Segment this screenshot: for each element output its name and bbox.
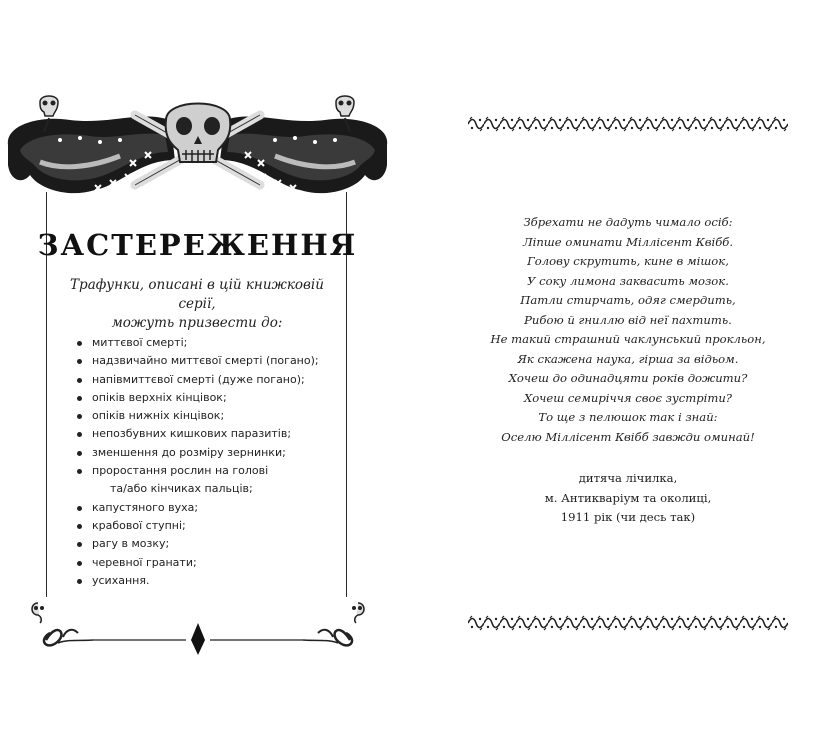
list-item: усихання. (76, 572, 346, 590)
warning-title: ЗАСТЕРЕЖЕННЯ (37, 228, 358, 262)
list-item: опіків верхніх кінцівок; (76, 389, 346, 407)
list-item-continuation: та/або кінчиках пальців; (110, 482, 253, 496)
poem-attribution (468, 469, 788, 528)
poem-line: Збрехати не дадуть чимало осіб: (523, 215, 733, 229)
poem-line: Оселю Міллісент Квібб завжди оминай! (501, 429, 755, 444)
poem-line: Хочеш семиріччя своє зустріти? (523, 390, 733, 405)
top-decorative-border-icon (468, 116, 788, 132)
list-item: капустяного вуха; (76, 499, 346, 517)
skull-crossbones-banner-icon (0, 90, 395, 215)
list-item: напівмиттєвої смерті (дуже погано); (76, 371, 346, 389)
poem-line: Ліпше оминати Міллісент Квібб. (522, 234, 734, 249)
poem-line: Хочеш до одинадцяти років дожити? (508, 371, 748, 385)
hazard-list (76, 334, 346, 590)
poem-line: У соку лимона заквасить мозок. (527, 273, 729, 288)
list-item: рагу в мозку; (76, 535, 346, 553)
list-item: зменшення до розміру зернинки; (76, 444, 346, 462)
poem-line: Патли стирчать, одяг смердить, (520, 293, 736, 307)
poem-line: Рибою й гниллю від неї пахтить. (524, 312, 732, 327)
attribution-line: дитяча лічилка, (578, 471, 678, 485)
warning-intro (50, 276, 344, 333)
poem-line: Не такий страшний чаклунський прокльон, (490, 332, 766, 346)
list-item: опіків нижніх кінцівок; (76, 407, 346, 425)
attribution-line: м. Антикваріум та околиці, (544, 490, 712, 505)
bottom-decorative-border-icon (468, 615, 788, 631)
list-item: черевної гранати; (76, 554, 346, 572)
intro-line-1: Трафунки, описані в цій книжковій серії, (70, 277, 324, 312)
bottom-skull-ornament-icon (28, 595, 368, 655)
list-item: надзвичайно миттєвої смерті (погано); (76, 352, 346, 370)
list-item: миттєвої смерті; (76, 334, 346, 352)
right-page (410, 0, 817, 745)
list-item: непозбувних кишкових паразитів; (76, 425, 346, 443)
poem-line: Голову скрутить, кине в мішок, (527, 254, 729, 268)
poem-verse (468, 213, 788, 447)
poem-line: Як скажена наука, гірша за відьом. (517, 351, 739, 366)
intro-line-2: можуть призвести до: (111, 315, 283, 331)
list-item: крабової ступні; (76, 517, 346, 535)
attribution-line: 1911 рік (чи десь так) (560, 510, 696, 524)
list-item: проростання рослин на голові (76, 462, 346, 480)
poem-line: То ще з пелюшок так і знай: (538, 410, 718, 424)
